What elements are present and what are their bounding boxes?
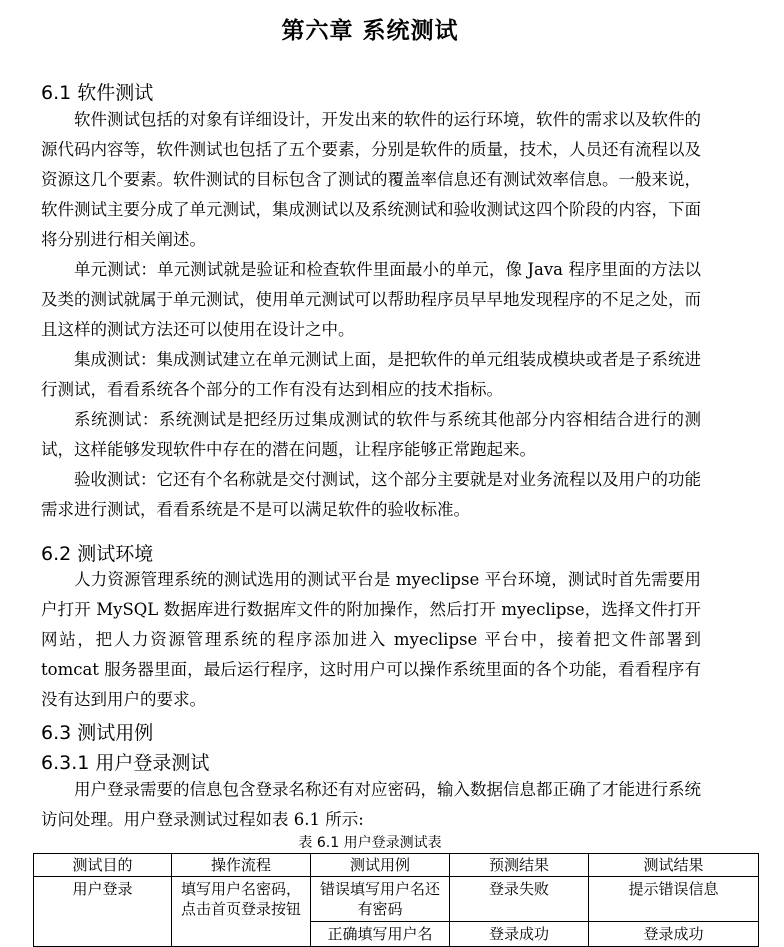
header-test-case: 测试用例 <box>311 854 450 877</box>
paragraph-acceptance-testing: 验收测试：它还有个名称就是交付测试，这个部分主要就是对业务流程以及用户的功能需求进行测试，看看系统是不是可以满足软件的验收标准。 <box>41 470 701 519</box>
cell-purpose: 用户登录 <box>34 877 172 947</box>
section-heading-6-3: 6.3 测试用例 <box>41 722 154 744</box>
header-purpose: 测试目的 <box>34 854 172 877</box>
table-header-row <box>34 854 759 877</box>
header-expected-result: 预测结果 <box>450 854 589 877</box>
paragraph-test-environment: 人力资源管理系统的测试选用的测试平台是 myeclipse 平台环境，测试时首先需要用户打开 MySQL 数据库进行数据库文件的附加操作，然后打开 myeclipse，选择文件打开网站，把人力资源管理系统的程序添加进入 myeclipse 平台中，接着把文件部署到 tomcat 服务器里面，最后运行程序，这时用户可以操作系统里面的各个功能，看看程序有没有达到用户的要求。 <box>41 570 701 709</box>
section-heading-6-2: 6.2 测试环境 <box>41 543 154 565</box>
table-row <box>34 877 759 922</box>
cell-test-case: 错误填写用户名还有密码 <box>311 877 450 922</box>
paragraph-system-testing: 系统测试：系统测试是把经历过集成测试的软件与系统其他部分内容相结合进行的测试，这样能够发现软件中存在的潜在问题，让程序能够正常跑起来。 <box>41 410 701 459</box>
paragraph-integration-testing: 集成测试：集成测试建立在单元测试上面，是把软件的单元组装成模块或者是子系统进行测试，看看系统各个部分的工作有没有达到相应的技术指标。 <box>41 350 701 399</box>
cell-actual-result: 登录成功 <box>589 922 759 947</box>
paragraph-unit-testing: 单元测试：单元测试就是验证和检查软件里面最小的单元，像 Java 程序里面的方法以及类的测试就属于单元测试，使用单元测试可以帮助程序员早早地发现程序的不足之处，而且这样的测试方法还可以使用在设计之中。 <box>41 260 701 339</box>
cell-procedure: 填写用户名密码，点击首页登录按钮 <box>172 877 311 947</box>
subsection-heading-6-3-1: 6.3.1 用户登录测试 <box>41 752 210 774</box>
header-procedure: 操作流程 <box>172 854 311 877</box>
section-heading-6-1: 6.1 软件测试 <box>41 82 154 104</box>
cell-actual-result: 提示错误信息 <box>589 877 759 922</box>
chapter-title: 第六章 系统测试 <box>281 18 459 44</box>
cell-expected-result: 登录失败 <box>450 877 589 922</box>
table-caption: 表 6.1 用户登录测试表 <box>298 835 442 851</box>
cell-expected-result: 登录成功 <box>450 922 589 947</box>
paragraph-login-test: 用户登录需要的信息包含登录名称还有对应密码，输入数据信息都正确了才能进行系统访问处理。用户登录测试过程如表 6.1 所示: <box>41 780 701 829</box>
cell-test-case: 正确填写用户名 <box>311 922 450 947</box>
header-actual-result: 测试结果 <box>589 854 759 877</box>
paragraph-software-testing-intro: 软件测试包括的对象有详细设计，开发出来的软件的运行环境，软件的需求以及软件的源代码内容等，软件测试也包括了五个要素，分别是软件的质量，技术，人员还有流程以及资源这几个要素。软件测试的目标包含了测试的覆盖率信息还有测试效率信息。一般来说，软件测试主要分成了单元测试，集成测试以及系统测试和验收测试这四个阶段的内容，下面将分别进行相关阐述。 <box>41 110 701 249</box>
